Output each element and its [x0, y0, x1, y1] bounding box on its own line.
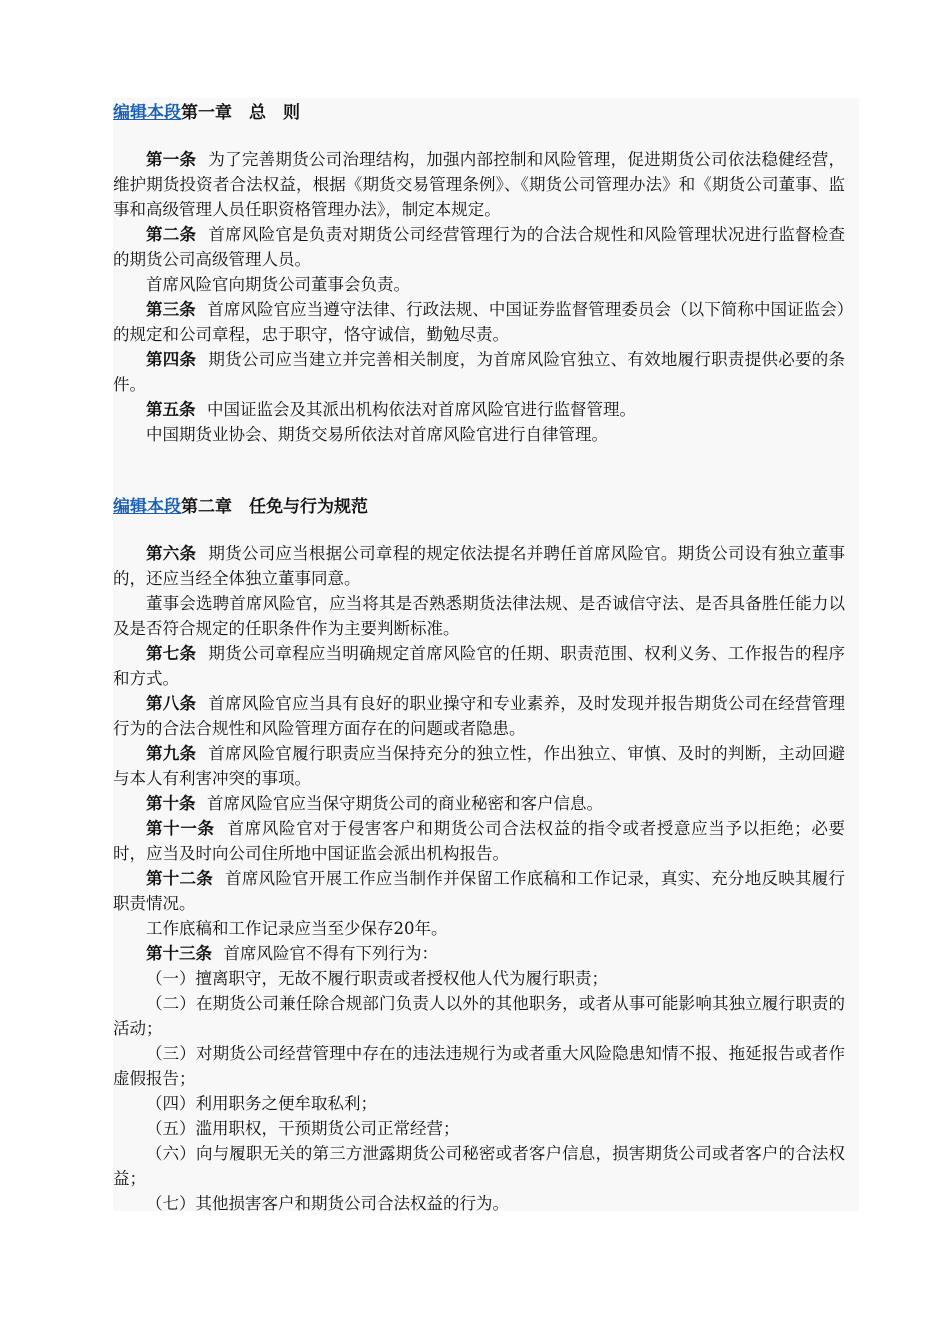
article-paragraph [113, 347, 845, 397]
article-number: 第七条 [146, 644, 197, 663]
article-text: 首席风险官应当保守期货公司的商业秘密和客户信息。 [207, 794, 603, 813]
article-paragraph [113, 641, 845, 691]
paragraph-text: 中国期货业协会、期货交易所依法对首席风险官进行自律管理。 [146, 425, 608, 444]
article-paragraph [113, 222, 845, 272]
article-text: 期货公司应当建立并完善相关制度，为首席风险官独立、有效地履行职责提供必要的条件。 [113, 350, 846, 394]
article-text: 首席风险官应当遵守法律、行政法规、中国证券监督管理委员会（以下简称中国证监会）的规定和公司章程，忠于职守，恪守诚信，勤勉尽责。 [113, 300, 846, 344]
list-item [113, 1141, 845, 1191]
article-paragraph [113, 541, 845, 591]
chapter-title: 第一章 总 则 [181, 103, 300, 123]
list-item [113, 966, 845, 991]
article-text: 为了完善期货公司治理结构，加强内部控制和风险管理，促进期货公司依法稳健经营，维护期货投资者合法权益，根据《期货交易管理条例》、《期货公司管理办法》和《期货公司董事、监事和高级管理人员任职资格管理办法》，制定本规定。 [113, 150, 846, 219]
article-number: 第十一条 [146, 819, 215, 838]
chapter-title: 第二章 任免与行为规范 [181, 497, 368, 517]
article-paragraph [113, 297, 845, 347]
body-paragraph [113, 422, 845, 447]
article-text: 期货公司应当根据公司章程的规定依法提名并聘任首席风险官。期货公司设有独立董事的，还应当经全体独立董事同意。 [113, 544, 846, 588]
article-paragraph [113, 397, 845, 422]
article-paragraph [113, 866, 845, 916]
body-paragraph [113, 591, 845, 641]
article-number: 第一条 [146, 150, 197, 169]
list-item [113, 1116, 845, 1141]
article-text: 首席风险官是负责对期货公司经营管理行为的合法合规性和风险管理状况进行监督检查的期货公司高级管理人员。 [113, 225, 846, 269]
list-item [113, 991, 845, 1041]
article-paragraph [113, 741, 845, 791]
article-number: 第九条 [146, 744, 197, 763]
list-item-text: （四）利用职务之便牟取私利； [146, 1094, 377, 1113]
article-text: 中国证监会及其派出机构依法对首席风险官进行监督管理。 [207, 400, 636, 419]
body-paragraph [113, 916, 845, 941]
paragraph-text: 董事会选聘首席风险官，应当将其是否熟悉期货法律法规、是否诚信守法、是否具备胜任能力以及是否符合规定的任职条件作为主要判断标准。 [113, 594, 845, 638]
edit-section-link[interactable]: 编辑本段 [113, 497, 181, 517]
chapter-heading [113, 493, 853, 521]
article-paragraph [113, 941, 845, 966]
article-number: 第五条 [146, 400, 196, 419]
article-number: 第八条 [146, 694, 197, 713]
list-item-text: （二）在期货公司兼任除合规部门负责人以外的其他职务，或者从事可能影响其独立履行职责的活动； [113, 994, 845, 1038]
chapter-heading [113, 99, 853, 127]
edit-section-link[interactable]: 编辑本段 [113, 103, 181, 123]
article-text: 期货公司章程应当明确规定首席风险官的任期、职责范围、权利义务、工作报告的程序和方式。 [113, 644, 846, 688]
article-text: 首席风险官履行职责应当保持充分的独立性，作出独立、审慎、及时的判断，主动回避与本人有利害冲突的事项。 [113, 744, 846, 788]
paragraph-text: 首席风险官向期货公司董事会负责。 [146, 275, 410, 294]
article-number: 第三条 [146, 300, 196, 319]
article-paragraph [113, 816, 845, 866]
list-item-text: （六）向与履职无关的第三方泄露期货公司秘密或者客户信息，损害期货公司或者客户的合法权益； [113, 1144, 845, 1188]
article-number: 第六条 [146, 544, 197, 563]
article-number: 第十三条 [146, 944, 212, 963]
list-item-text: （五）滥用职权，干预期货公司正常经营； [146, 1119, 460, 1138]
list-item [113, 1041, 845, 1091]
article-text: 首席风险官不得有下列行为： [223, 944, 438, 963]
list-item-text: （一）擅离职守，无故不履行职责或者授权他人代为履行职责； [146, 969, 608, 988]
article-text: 首席风险官对于侵害客户和期货公司合法权益的指令或者授意应当予以拒绝；必要时，应当及时向公司住所地中国证监会派出机构报告。 [113, 819, 846, 863]
chapter-body [113, 541, 845, 1216]
article-paragraph [113, 147, 845, 222]
chapter-body [113, 147, 845, 447]
paragraph-text: 工作底稿和工作记录应当至少保存20年。 [146, 919, 448, 938]
list-item [113, 1191, 845, 1216]
document-page [113, 98, 859, 1211]
article-number: 第二条 [146, 225, 197, 244]
body-paragraph [113, 272, 845, 297]
article-paragraph [113, 691, 845, 741]
article-paragraph [113, 791, 845, 816]
article-text: 首席风险官应当具有良好的职业操守和专业素养，及时发现并报告期货公司在经营管理行为的合法合规性和风险管理方面存在的问题或者隐患。 [113, 694, 846, 738]
article-number: 第十二条 [146, 869, 214, 888]
list-item [113, 1091, 845, 1116]
article-number: 第十条 [146, 794, 196, 813]
article-number: 第四条 [146, 350, 197, 369]
article-text: 首席风险官开展工作应当制作并保留工作底稿和工作记录，真实、充分地反映其履行职责情况。 [113, 869, 846, 913]
list-item-text: （三）对期货公司经营管理中存在的违法违规行为或者重大风险隐患知情不报、拖延报告或者作虚假报告； [113, 1044, 845, 1088]
list-item-text: （七）其他损害客户和期货公司合法权益的行为。 [146, 1194, 509, 1213]
